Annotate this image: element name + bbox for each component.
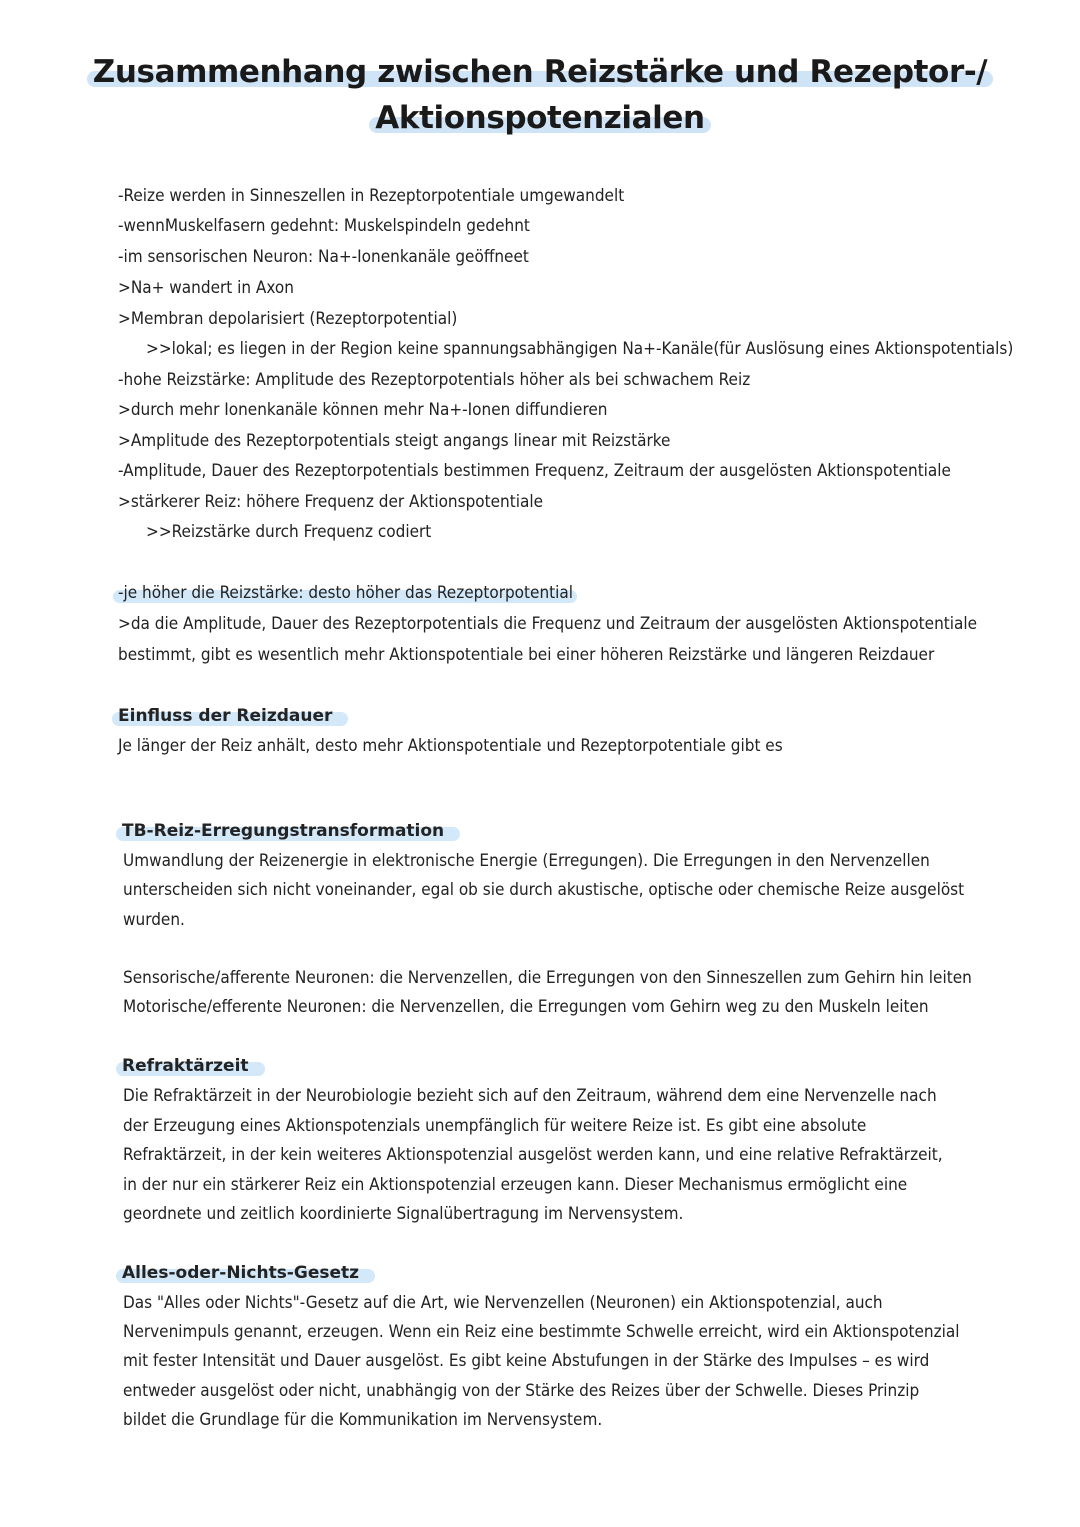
- heading-highlight: Einfluss der Reizdauer: [118, 706, 333, 726]
- page-title-line-1: [0, 54, 1080, 90]
- note-line: >Na+ wandert in Axon: [118, 278, 294, 298]
- section-heading-transformation: [122, 820, 444, 842]
- note-line: -Amplitude, Dauer des Rezeptorpotentials bestimmen Frequenz, Zeitraum der ausgelösten Aktionspotentiale: [118, 461, 951, 481]
- heading-highlight: TB-Reiz-Erregungstransformation: [122, 821, 445, 841]
- heading-highlight: Alles-oder-Nichts-Gesetz: [122, 1263, 360, 1283]
- heading-highlight: Refraktärzeit: [122, 1056, 249, 1076]
- section-line: Umwandlung der Reizenergie in elektronische Energie (Erregungen). Die Erregungen in den Nervenzellen: [123, 851, 930, 871]
- note-line: >stärkerer Reiz: höhere Frequenz der Aktionspotentiale: [118, 492, 544, 512]
- section-heading-reizdauer: [118, 705, 332, 727]
- note-line-highlighted: [118, 582, 573, 604]
- section-heading-refraktaerzeit: [122, 1055, 249, 1077]
- section-line: mit fester Intensität und Dauer ausgelöst. Es gibt keine Abstufungen in der Stärke des Impulses – es wird: [123, 1351, 930, 1371]
- section-line: entweder ausgelöst oder nicht, unabhängig von der Stärke des Reizes über der Schwelle. Dieses Prinzip: [123, 1381, 920, 1401]
- note-line: >durch mehr Ionenkanäle können mehr Na+-Ionen diffundieren: [118, 400, 608, 420]
- section-line: bildet die Grundlage für die Kommunikation im Nervensystem.: [123, 1410, 603, 1430]
- section-line: Je länger der Reiz anhält, desto mehr Aktionspotentiale und Rezeptorpotentiale gibt es: [118, 736, 783, 756]
- note-line: -wennMuskelfasern gedehnt: Muskelspindeln gedehnt: [118, 216, 530, 236]
- section-line: unterscheiden sich nicht voneinander, egal ob sie durch akustische, optische oder chemische Reize ausgelöst: [123, 880, 965, 900]
- section-line: Refraktärzeit, in der kein weiteres Aktionspotenzial ausgelöst werden kann, und eine relative Refraktärzeit,: [123, 1145, 943, 1165]
- title-highlight: Zusammenhang zwischen Reizstärke und Rezeptor-/: [92, 54, 988, 90]
- note-line: -Reize werden in Sinneszellen in Rezeptorpotentiale umgewandelt: [118, 186, 625, 206]
- note-line: >Amplitude des Rezeptorpotentials steigt angangs linear mit Reizstärke: [118, 431, 671, 451]
- note-line: >>lokal; es liegen in der Region keine spannungsabhängigen Na+-Kanäle(für Auslösung eines Aktionspotentials): [146, 339, 1014, 359]
- section-line: der Erzeugung eines Aktionspotenzials unempfänglich für weitere Reize ist. Es gibt eine absolute: [123, 1116, 867, 1136]
- section-line: Sensorische/afferente Neuronen: die Nervenzellen, die Erregungen von den Sinneszellen zum Gehirn hin leiten: [123, 968, 972, 988]
- section-line: Das "Alles oder Nichts"-Gesetz auf die Art, wie Nervenzellen (Neuronen) ein Aktionspotenzial, auch: [123, 1293, 883, 1313]
- note-line: bestimmt, gibt es wesentlich mehr Aktionspotentiale bei einer höheren Reizstärke und längeren Reizdauer: [118, 645, 935, 665]
- section-line: Die Refraktärzeit in der Neurobiologie bezieht sich auf den Zeitraum, während dem eine Nervenzelle nach: [123, 1086, 937, 1106]
- text-highlight: -je höher die Reizstärke: desto höher das Rezeptorpotential: [118, 583, 574, 603]
- note-line: >>Reizstärke durch Frequenz codiert: [146, 522, 432, 542]
- section-line: wurden.: [123, 910, 185, 930]
- section-line: Motorische/efferente Neuronen: die Nervenzellen, die Erregungen vom Gehirn weg zu den Muskeln leiten: [123, 997, 929, 1017]
- title-highlight: Aktionspotenzialen: [375, 100, 705, 136]
- note-line: -im sensorischen Neuron: Na+-Ionenkanäle geöffneet: [118, 247, 529, 267]
- section-heading-alles-oder-nichts: [122, 1262, 359, 1284]
- page-title-line-2: [0, 100, 1080, 136]
- note-line: >da die Amplitude, Dauer des Rezeptorpotentials die Frequenz und Zeitraum der ausgelösten Aktionspotentiale: [118, 614, 978, 634]
- note-line: >Membran depolarisiert (Rezeptorpotential): [118, 309, 458, 329]
- section-line: geordnete und zeitlich koordinierte Signalübertragung im Nervensystem.: [123, 1204, 684, 1224]
- section-line: in der nur ein stärkerer Reiz ein Aktionspotenzial erzeugen kann. Dieser Mechanismus ermöglicht eine: [123, 1175, 908, 1195]
- note-line: -hohe Reizstärke: Amplitude des Rezeptorpotentials höher als bei schwachem Reiz: [118, 370, 751, 390]
- section-line: Nervenimpuls genannt, erzeugen. Wenn ein Reiz eine bestimmte Schwelle erreicht, wird ein Aktionspotenzial: [123, 1322, 960, 1342]
